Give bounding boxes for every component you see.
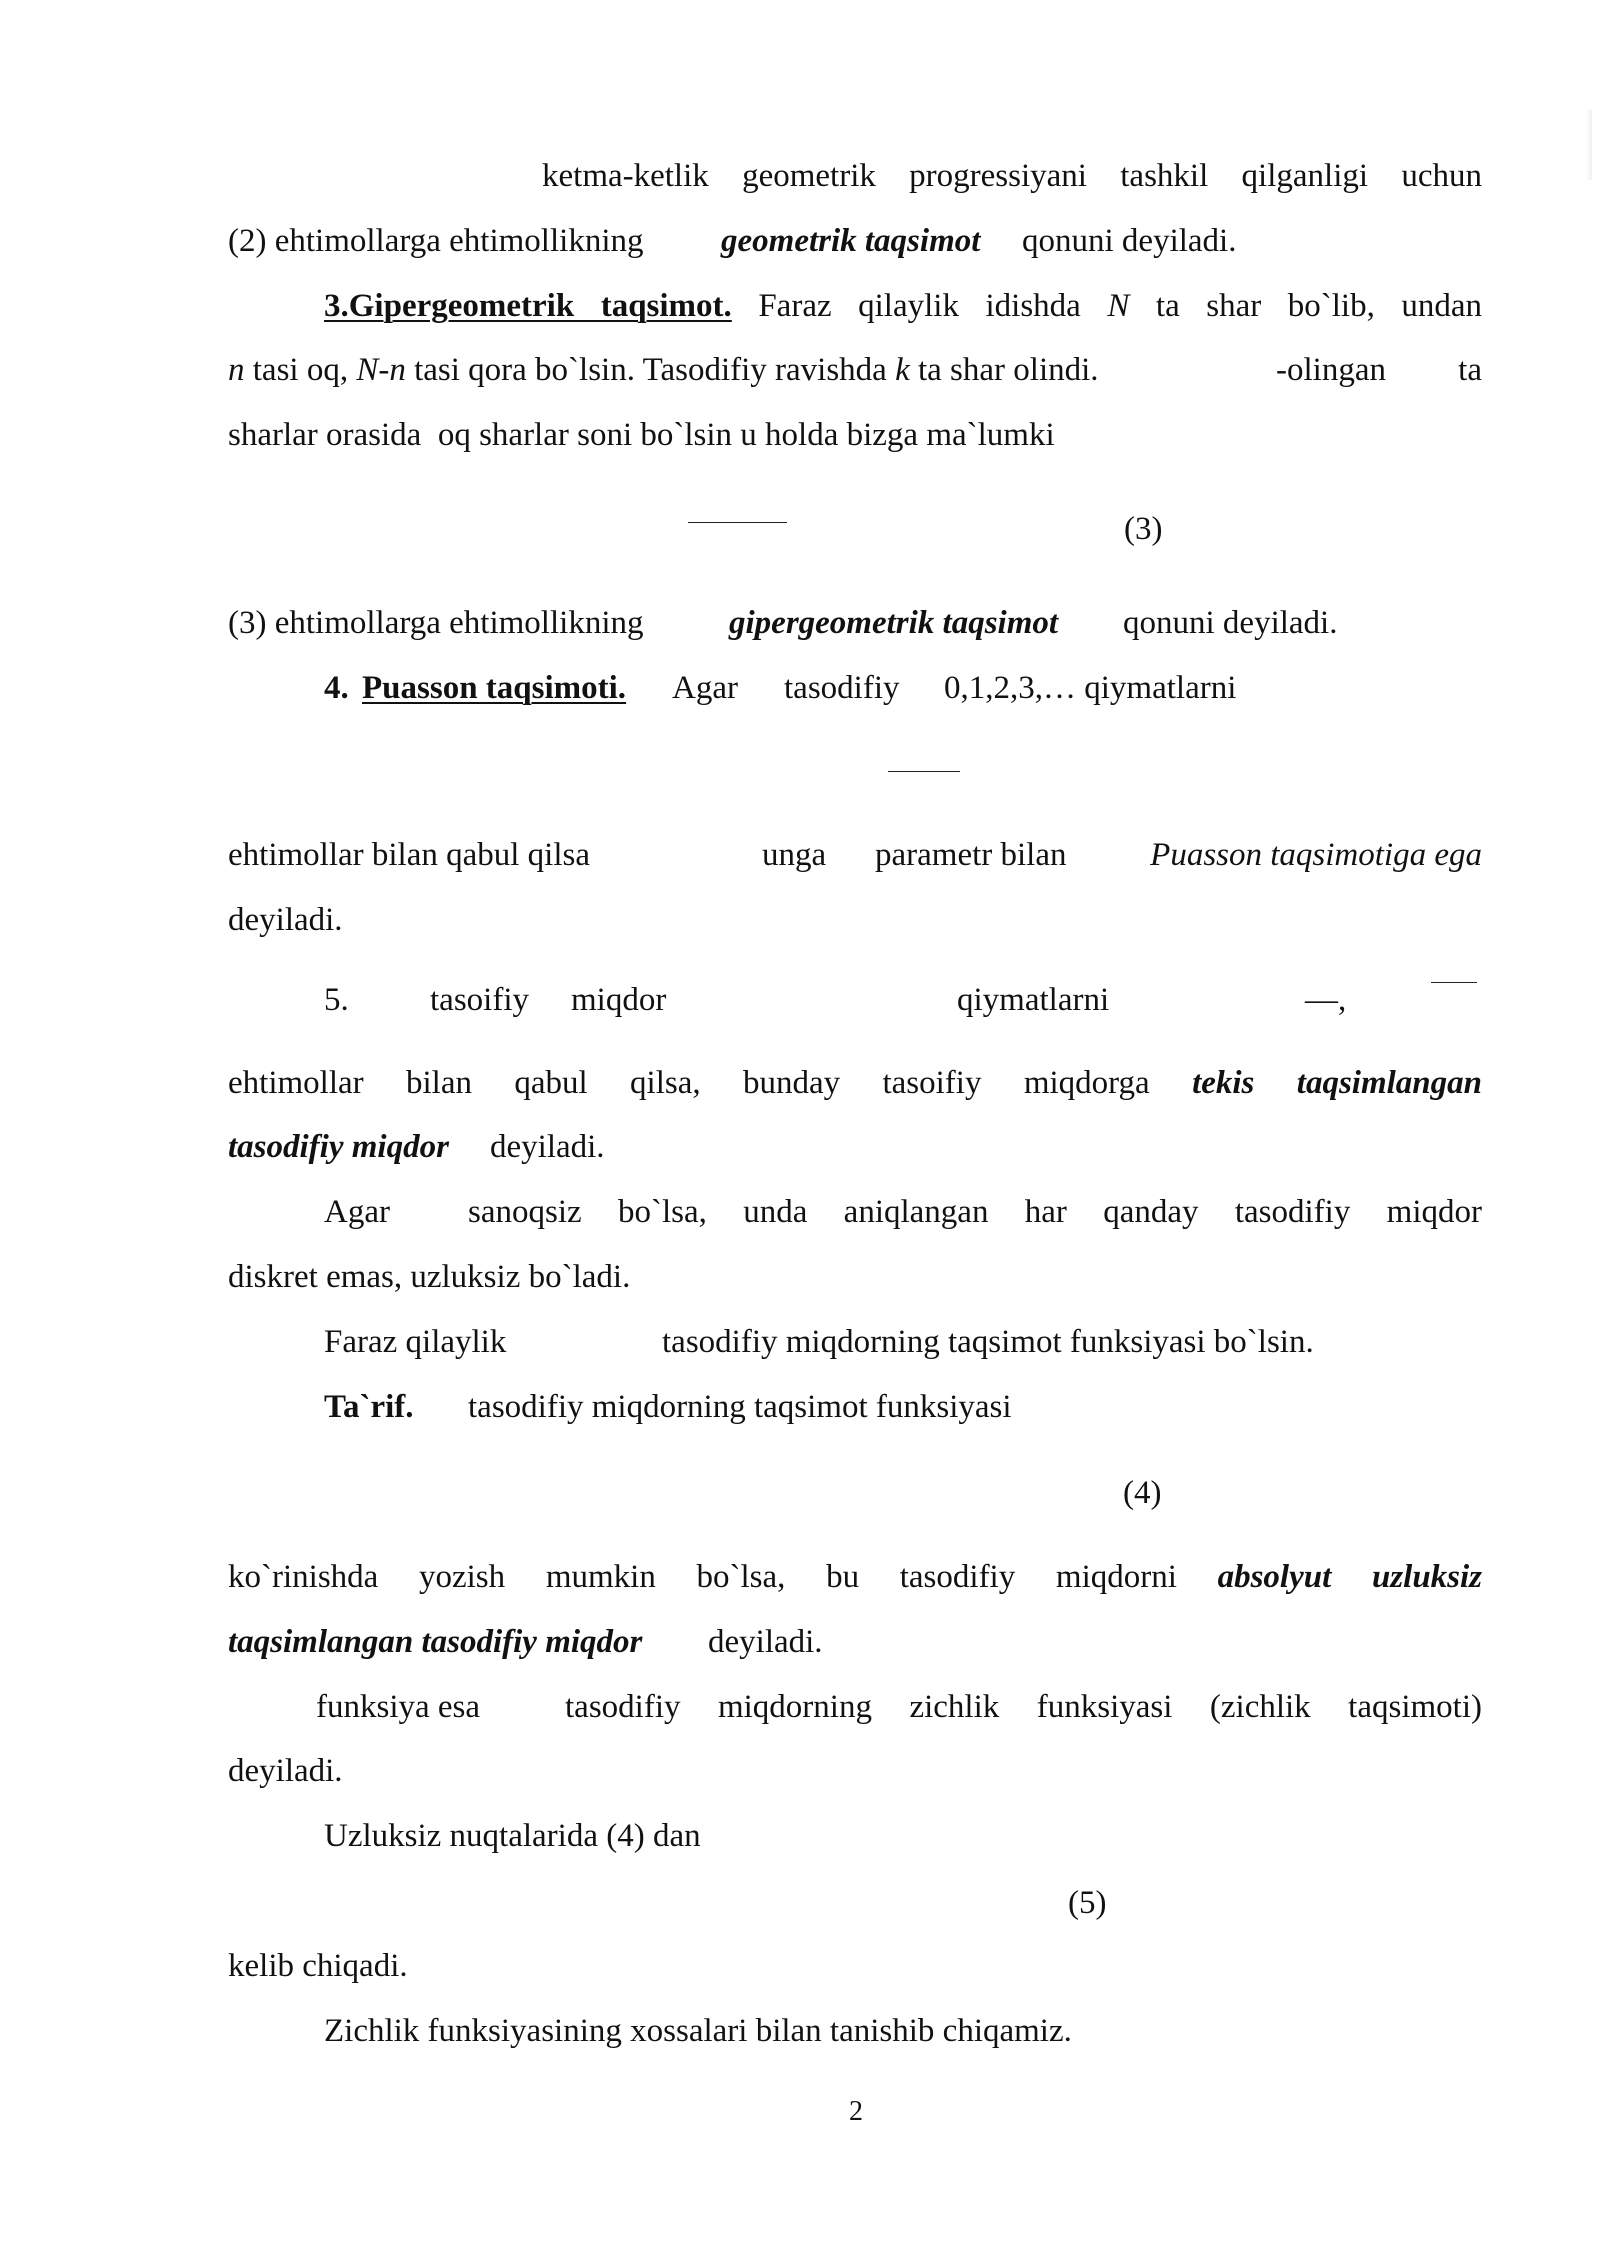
equation-number: (4): [1123, 1475, 1162, 1511]
text-segment: ta shar bo`lib, undan: [1155, 288, 1483, 324]
term-poisson-distribution: Puasson taqsimotiga ega: [1150, 837, 1482, 873]
text-line: [0, 1127, 1600, 1167]
text-segment: deyiladi.: [708, 1624, 823, 1660]
term-geometric-distribution: geometrik taqsimot: [721, 223, 981, 259]
text-segment: ehtimollar bilan qabul qilsa, bunday tasoifiy miqdorga: [228, 1065, 1150, 1101]
fraction-bar: [888, 771, 960, 772]
text-line: kelib chiqadi.: [228, 1948, 408, 1984]
text-segment: ko`rinishda yozish mumkin bo`lsa, bu tasodifiy miqdorni: [228, 1559, 1177, 1595]
text-segment: Faraz qilaylik: [324, 1324, 507, 1360]
text-line: [0, 1687, 1600, 1727]
text-line: ketma-ketlik geometrik progressiyani tashkil qilganligi uchun: [542, 158, 1482, 194]
text-segment: tasodifiy: [784, 670, 900, 706]
text-segment: 0,1,2,3,… qiymatlarni: [944, 670, 1237, 706]
text-segment: tasoifiy: [430, 982, 529, 1018]
text-line: [0, 221, 1600, 261]
text-segment: (3) ehtimollarga ehtimollikning: [228, 605, 644, 641]
text-line: [0, 350, 1600, 390]
text-segment: miqdor: [571, 982, 667, 1018]
variable-k: k: [895, 352, 910, 388]
text-line: sharlar orasida oq sharlar soni bo`lsin u holda bizga ma`lumki: [228, 417, 1055, 453]
section-number: 5.: [324, 982, 349, 1018]
variable-n: n: [228, 352, 245, 388]
fraction-bar: [688, 522, 787, 523]
page-edge-shadow: [1586, 110, 1592, 180]
text-segment: funksiya esa: [316, 1689, 481, 1725]
text-line: [0, 980, 1600, 1020]
text-line: deyiladi.: [228, 1753, 343, 1789]
text-line: [324, 286, 1482, 326]
text-line: Zichlik funksiyasining xossalari bilan tanishib chiqamiz.: [324, 2013, 1072, 2049]
section-number: 4.: [324, 670, 349, 706]
text-segment: Agar: [672, 670, 738, 706]
text-segment: ta: [1458, 352, 1482, 388]
text-segment: (2) ehtimollarga ehtimollikning: [228, 223, 644, 259]
definition-label: Ta`rif.: [324, 1389, 414, 1425]
variable-N: N: [1107, 288, 1130, 324]
variable-N-n: N-n: [356, 352, 406, 388]
text-segment: sanoqsiz bo`lsa, unda aniqlangan har qanday tasodifiy miqdor: [468, 1194, 1482, 1230]
term-hypergeometric-distribution: gipergeometrik taqsimot: [729, 605, 1059, 641]
section-heading-poisson: Puasson taqsimoti.: [362, 670, 627, 706]
text-segment: qonuni deyiladi.: [1022, 223, 1237, 259]
term-distributed-random-variable: taqsimlangan tasodifiy miqdor: [228, 1624, 643, 1660]
text-line: [0, 1622, 1600, 1662]
text-line: [0, 835, 1600, 875]
section-heading-hypergeometric: 3.Gipergeometrik taqsimot.: [324, 288, 732, 324]
text-segment: qonuni deyiladi.: [1123, 605, 1338, 641]
text-line: [0, 603, 1600, 643]
text-segment: qiymatlarni: [957, 982, 1110, 1018]
text-segment: Faraz qilaylik idishda: [758, 288, 1081, 324]
term-uniform: tekis taqsimlangan: [1192, 1065, 1482, 1101]
text-group: [228, 350, 1099, 390]
text-segment: parametr bilan: [875, 837, 1067, 873]
text-line: [0, 668, 1600, 708]
page-number: 2: [849, 2096, 863, 2127]
text-segment: tasodifiy miqdorning taqsimot funksiyasi bo`lsin.: [662, 1324, 1314, 1360]
text-segment: tasodifiy miqdorning zichlik funksiyasi (zichlik taqsimoti): [565, 1689, 1482, 1725]
equation-number: (5): [1068, 1885, 1107, 1921]
text-segment: tasi qora bo`lsin. Tasodifiy ravishda: [414, 352, 887, 388]
text-segment: ehtimollar bilan qabul qilsa: [228, 837, 591, 873]
text-segment: deyiladi.: [490, 1129, 605, 1165]
text-line: deyiladi.: [228, 902, 343, 938]
text-segment: —,: [1305, 982, 1347, 1018]
text-segment: tasi oq,: [252, 352, 349, 388]
text-segment: unga: [762, 837, 827, 873]
text-line: Uzluksiz nuqtalarida (4) dan: [324, 1818, 701, 1854]
text-segment: -olingan: [1276, 352, 1386, 388]
text-segment: tasodifiy miqdorning taqsimot funksiyasi: [468, 1389, 1012, 1425]
text-segment: ta shar olindi.: [917, 352, 1099, 388]
text-line: [228, 1557, 1482, 1597]
text-segment: Agar: [324, 1194, 390, 1230]
text-line: [0, 1387, 1600, 1427]
text-line: [228, 1063, 1482, 1103]
text-line: diskret emas, uzluksiz bo`ladi.: [228, 1259, 631, 1295]
term-random-variable: tasodifiy miqdor: [228, 1129, 449, 1165]
equation-number: (3): [1124, 511, 1163, 547]
term-absolutely-continuous: absolyut uzluksiz: [1217, 1559, 1483, 1595]
text-line: [0, 1322, 1600, 1362]
text-line: [0, 1192, 1600, 1232]
